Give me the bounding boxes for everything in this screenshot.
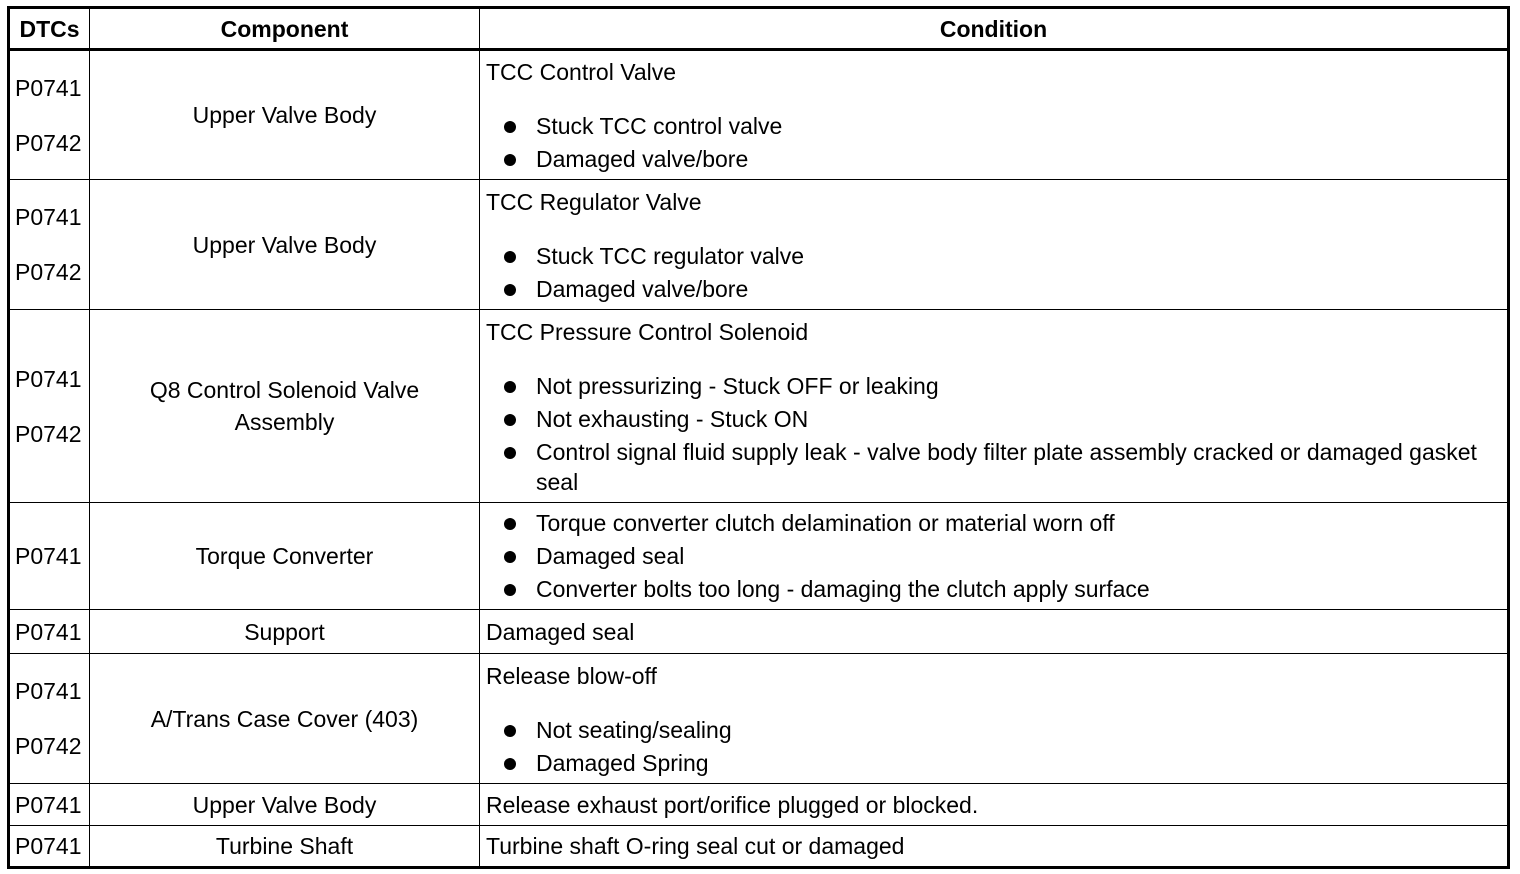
table-row xyxy=(9,610,1509,654)
table-row xyxy=(9,654,1509,784)
table-row xyxy=(9,50,1509,180)
component-cell: Upper Valve Body xyxy=(90,180,480,310)
header-dtcs: DTCs xyxy=(9,8,90,50)
condition-bullet: Stuck TCC regulator valve xyxy=(486,241,1501,271)
dtc-cell xyxy=(9,180,90,310)
dtc-code: P0741 xyxy=(15,543,82,569)
condition-cell xyxy=(480,50,1509,180)
condition-list xyxy=(486,715,1501,778)
dtc-code: P0741 xyxy=(15,791,82,818)
table-row xyxy=(9,180,1509,310)
dtc-cell xyxy=(9,784,90,826)
condition-heading: TCC Control Valve xyxy=(486,59,677,85)
condition-cell xyxy=(480,610,1509,654)
dtc-code: P0741 xyxy=(15,618,82,645)
table-row xyxy=(9,503,1509,610)
condition-heading: Release blow-off xyxy=(486,662,657,689)
table-header-row xyxy=(9,8,1509,50)
component-cell: Upper Valve Body xyxy=(90,784,480,826)
condition-bullet: Damaged Spring xyxy=(486,748,1501,778)
dtc-diagnostic-table xyxy=(7,6,1510,869)
component-cell: Torque Converter xyxy=(90,503,480,610)
component-cell: Q8 Control Solenoid Valve Assembly xyxy=(90,310,480,503)
dtc-code: P0741 xyxy=(15,833,82,859)
header-component: Component xyxy=(90,8,480,50)
condition-heading: TCC Pressure Control Solenoid xyxy=(486,318,809,345)
condition-cell xyxy=(480,654,1509,784)
table-row xyxy=(9,784,1509,826)
condition-bullet: Converter bolts too long - damaging the clutch apply surface xyxy=(486,574,1501,604)
condition-bullet: Not pressurizing - Stuck OFF or leaking xyxy=(486,371,1501,401)
dtc-cell xyxy=(9,654,90,784)
table-row xyxy=(9,826,1509,868)
condition-heading: Turbine shaft O-ring seal cut or damaged xyxy=(486,833,905,859)
dtc-code: P0742 xyxy=(15,733,82,759)
condition-bullet: Damaged seal xyxy=(486,541,1501,571)
condition-cell xyxy=(480,784,1509,826)
dtc-cell xyxy=(9,310,90,503)
condition-bullet: Control signal fluid supply leak - valve body filter plate assembly cracked or damaged gasket seal xyxy=(486,437,1501,497)
condition-bullet: Stuck TCC control valve xyxy=(486,111,1501,141)
condition-bullet: Torque converter clutch delamination or material worn off xyxy=(486,508,1501,538)
condition-bullet: Damaged valve/bore xyxy=(486,144,1501,174)
component-cell: A/Trans Case Cover (403) xyxy=(90,654,480,784)
dtc-code: P0742 xyxy=(15,420,82,447)
condition-heading: Damaged seal xyxy=(486,618,635,645)
dtc-cell xyxy=(9,826,90,868)
dtc-code: P0742 xyxy=(15,129,82,156)
condition-list xyxy=(486,508,1501,604)
dtc-code: P0741 xyxy=(15,365,82,392)
header-condition: Condition xyxy=(480,8,1509,50)
dtc-cell xyxy=(9,610,90,654)
dtc-code: P0742 xyxy=(15,259,82,285)
condition-list xyxy=(486,111,1501,174)
condition-cell xyxy=(480,180,1509,310)
dtc-code: P0741 xyxy=(15,678,82,704)
condition-cell xyxy=(480,310,1509,503)
dtc-code: P0741 xyxy=(15,204,82,230)
condition-heading: TCC Regulator Valve xyxy=(486,188,702,215)
dtc-cell xyxy=(9,503,90,610)
condition-cell xyxy=(480,503,1509,610)
condition-cell xyxy=(480,826,1509,868)
condition-heading: Release exhaust port/orifice plugged or blocked. xyxy=(486,791,979,818)
dtc-code: P0741 xyxy=(15,74,82,101)
condition-bullet: Damaged valve/bore xyxy=(486,274,1501,304)
condition-list xyxy=(486,241,1501,304)
condition-list xyxy=(486,371,1501,497)
dtc-cell xyxy=(9,50,90,180)
condition-bullet: Not seating/sealing xyxy=(486,715,1501,745)
component-cell: Support xyxy=(90,610,480,654)
component-cell: Upper Valve Body xyxy=(90,50,480,180)
table-row xyxy=(9,310,1509,503)
condition-bullet: Not exhausting - Stuck ON xyxy=(486,404,1501,434)
component-cell: Turbine Shaft xyxy=(90,826,480,868)
